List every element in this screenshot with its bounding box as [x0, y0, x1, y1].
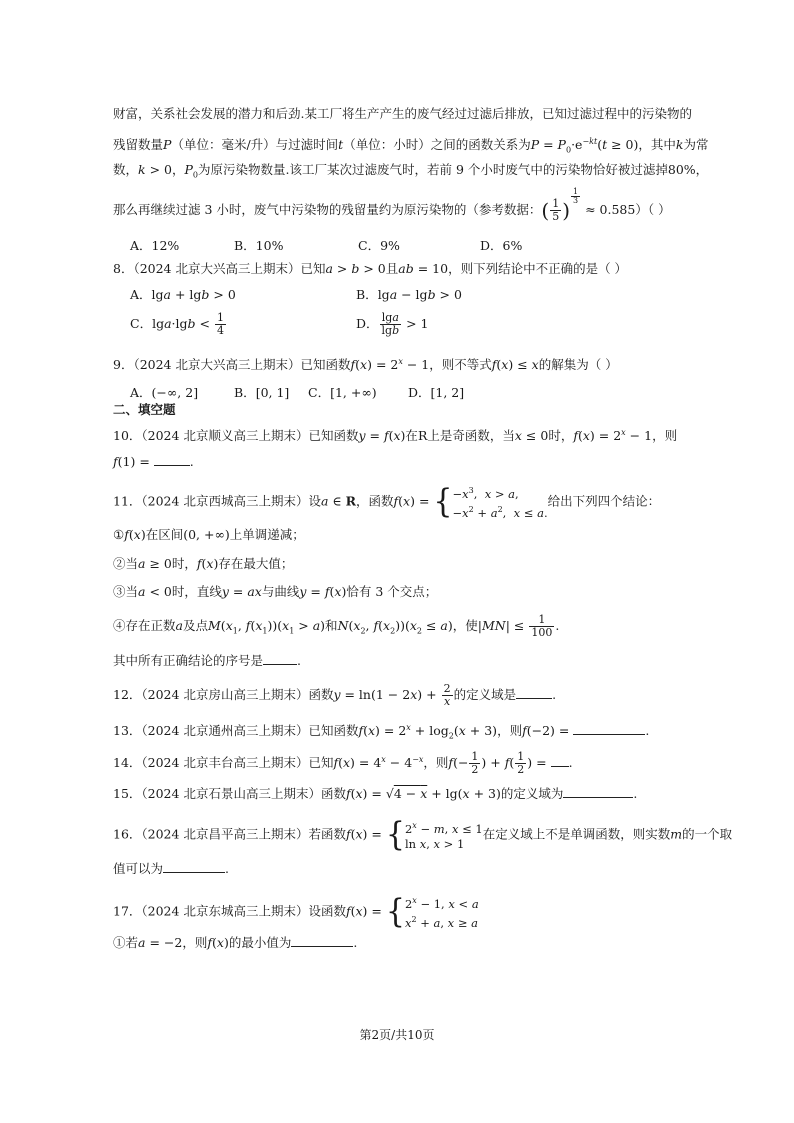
q11-conclusion-2: ②当a ≥ 0时，f(x)存在最大值；: [113, 556, 294, 571]
q16-stem: 16．（2024 北京昌平高三上期末）若函数f(x) = { $2^x - m$, x ≤ 1 ln x, x > 1 在定义域上不是单调函数，则实数m的一个取: [113, 815, 733, 854]
q17-answer-blank[interactable]: [291, 934, 353, 947]
q7-line-4: 那么再继续过滤 3 小时，废气中污染物的残留量约为原污染物的（参考数据：( $\frac{1}{5}$ ) $^{\frac{1}{3}}$ ≈ 0.585）（ ）: [113, 187, 671, 223]
q9-option-b[interactable]: B．[0, 1]: [234, 385, 290, 400]
q8-option-a[interactable]: A．lga + lgb > 0: [130, 287, 236, 302]
q8-stem: 8．（2024 北京大兴高三上期末）已知a > b > 0且ab = 10，则下列结论中不正确的是（ ）: [113, 261, 628, 276]
page-footer: 第2页/共10页: [359, 1028, 435, 1042]
q7-option-c[interactable]: C．9%: [358, 238, 400, 253]
q9-option-a[interactable]: A．(−∞, 2]: [130, 385, 199, 400]
q7-option-b[interactable]: B．10%: [234, 238, 284, 253]
q12-stem: 12．（2024 北京房山高三上期末）函数y = ln(1 − 2x) + $\frac{2}{x}$ 的定义域是 .: [113, 682, 557, 708]
q13-stem: 13．（2024 北京通州高三上期末）已知函数$f(x) = 2^x + \log_2(x + 3)$，则f(−2) = .: [113, 723, 650, 741]
q11-conclusion-4: ④存在正数a及点$M(x_1$, $f(x_1))(x_1 > a)$和$N(x_2$, $f(x_2))(x_2 \le a)$，使|MN| ≤ $\frac{1}{100}$ .: [113, 613, 560, 639]
q11-stem: 11．（2024 北京西城高三上期末）设a ∈ R，函数f(x) = { $-x^3$, x > a, $-x^2 + a^2$, x ≤ a. 给出下列四个结论：: [113, 482, 661, 521]
section-heading-fill-in: 二、填空题: [113, 402, 176, 417]
q11-answer-blank[interactable]: [263, 652, 297, 665]
q14-answer-blank[interactable]: [551, 754, 569, 767]
q9-option-c[interactable]: C．[1, +∞): [308, 385, 377, 400]
q10-answer-blank[interactable]: [154, 453, 190, 466]
q15-answer-blank[interactable]: [563, 785, 633, 798]
q8-option-b[interactable]: B．lga − lgb > 0: [356, 287, 462, 302]
q7-option-a[interactable]: A．12%: [130, 238, 180, 253]
q12-answer-blank[interactable]: [516, 686, 552, 699]
q8-option-d[interactable]: D． $\frac{\lg a}{\lg b}$ > 1: [356, 311, 429, 337]
q16-line-2: 值可以为 .: [113, 861, 229, 876]
q11-conclusion-1: ①f(x)在区间(0, +∞)上单调递减；: [113, 527, 305, 542]
q16-answer-blank[interactable]: [163, 860, 225, 873]
q9-option-d[interactable]: D．[1, 2]: [408, 385, 465, 400]
q14-stem: 14．（2024 北京丰台高三上期末）已知$f(x) = 4^x - 4^{-x}$，则f(− $\frac{1}{2}$ ) + f( $\frac{1}{2}$ ) = .: [113, 750, 573, 776]
q7-line-1: 财富，关系社会发展的潜力和后劲.某工厂将生产产生的废气经过过滤后排放，已知过滤过程中的污染物的: [113, 106, 692, 121]
q7-option-d[interactable]: D．6%: [480, 238, 523, 253]
q10-stem: 10．（2024 北京顺义高三上期末）已知函数y = f(x)在R上是奇函数，当x ≤ 0时，$f(x) = 2^x - 1$，则: [113, 428, 678, 444]
q17-stem: 17．（2024 北京东城高三上期末）设函数f(x) = { $2^x - 1$, x < a $x^2 + a$, x ≥ a: [113, 892, 479, 931]
q7-line-3: 数，k > 0，$P_0$为原污染物数量.该工厂某次过滤废气时，若前 9 个小时废气中的污染物恰好被过滤掉80%，: [113, 162, 709, 180]
q17-sub-1: ①若a = −2，则f(x)的最小值为 .: [113, 935, 358, 950]
q8-option-c[interactable]: C．lga·lgb < $\frac{1}{4}$: [130, 311, 224, 337]
q11-conclusion-3: ③当a < 0时，直线y = ax与曲线y = f(x)恰有 3 个交点；: [113, 584, 438, 599]
q11-tail: 其中所有正确结论的序号是 .: [113, 653, 301, 668]
q9-stem: 9．（2024 北京大兴高三上期末）已知函数$f(x) = 2^x - 1$，则不等式f(x) ≤ x的解集为（ ）: [113, 357, 618, 373]
q7-line-2: 残留数量P（单位：毫米/升）与过滤时间t（单位：小时）之间的函数关系为$P = P_0\cdot e^{-kt}(t \ge 0)$，其中k为常: [113, 137, 709, 155]
q15-stem: 15．（2024 北京石景山高三上期末）函数f(x) = √4 − x + lg(x + 3)的定义域为 .: [113, 786, 638, 801]
q10-answer-line: f(1) = .: [113, 454, 194, 469]
q13-answer-blank[interactable]: [573, 722, 645, 735]
